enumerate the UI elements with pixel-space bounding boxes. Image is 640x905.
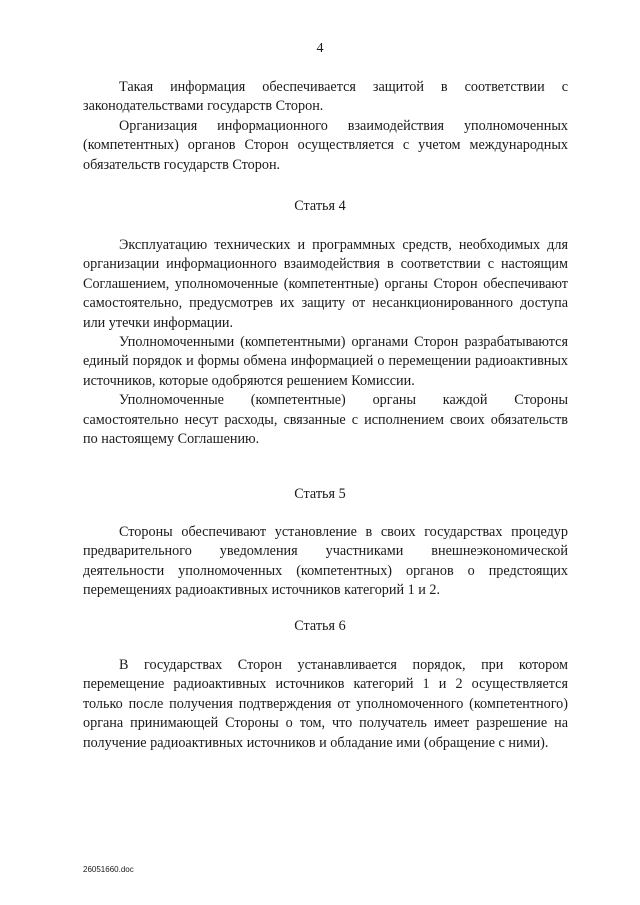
paragraph: Уполномоченными (компетентными) органами Сторон разрабатываются единый порядок и формы обмена информацией о перемещении радиоактивных источников, которые одобряются решением Комиссии. <box>83 334 568 389</box>
paragraph: Стороны обеспечивают установление в своих государствах процедур предварительного уведомления участниками внешнеэкономической деятельности уполномоченных (компетентных) органов о предстоящих перемещениях радиоактивных источников категорий 1 и 2. <box>83 524 568 599</box>
paragraph: Организация информационного взаимодействия уполномоченных (компетентных) органов Сторон осуществляется с учетом международных обязательств государств Сторон. <box>83 117 568 173</box>
article-5-body <box>83 523 568 601</box>
page-number: 4 <box>316 41 324 56</box>
paragraph: Эксплуатацию технических и программных средств, необходимых для организации информационного взаимодействия в соответствии с настоящим Соглашением, уполномоченные (компетентные) органы Сторон обеспечивают самостоятельно, предусмотрев их защиту от несанкционированного доступа или утечки информации. <box>83 237 568 331</box>
paragraph: В государствах Сторон устанавливается порядок, при котором перемещение радиоактивных источников категорий 1 и 2 осуществляется только после получения подтверждения от уполномоченного (компетентного) органа принимающей Стороны о том, что получатель имеет разрешение на получение радиоактивных источников и обладание ими (обращение с ними). <box>83 657 568 751</box>
paragraph: Такая информация обеспечивается защитой в соответствии с законодательствами государств Сторон. <box>83 79 568 115</box>
article-4-heading: Статья 4 <box>294 198 346 214</box>
article-4-body <box>83 236 568 449</box>
document-filename: 26051660.doc <box>83 865 134 874</box>
article-6-body <box>83 656 568 753</box>
article-6-heading: Статья 6 <box>294 618 346 634</box>
article-5-heading: Статья 5 <box>294 486 346 502</box>
intro-section <box>83 78 568 175</box>
paragraph: Уполномоченные (компетентные) органы каждой Стороны самостоятельно несут расходы, связанные с исполнением своих обязательств по настоящему Соглашению. <box>83 392 568 448</box>
